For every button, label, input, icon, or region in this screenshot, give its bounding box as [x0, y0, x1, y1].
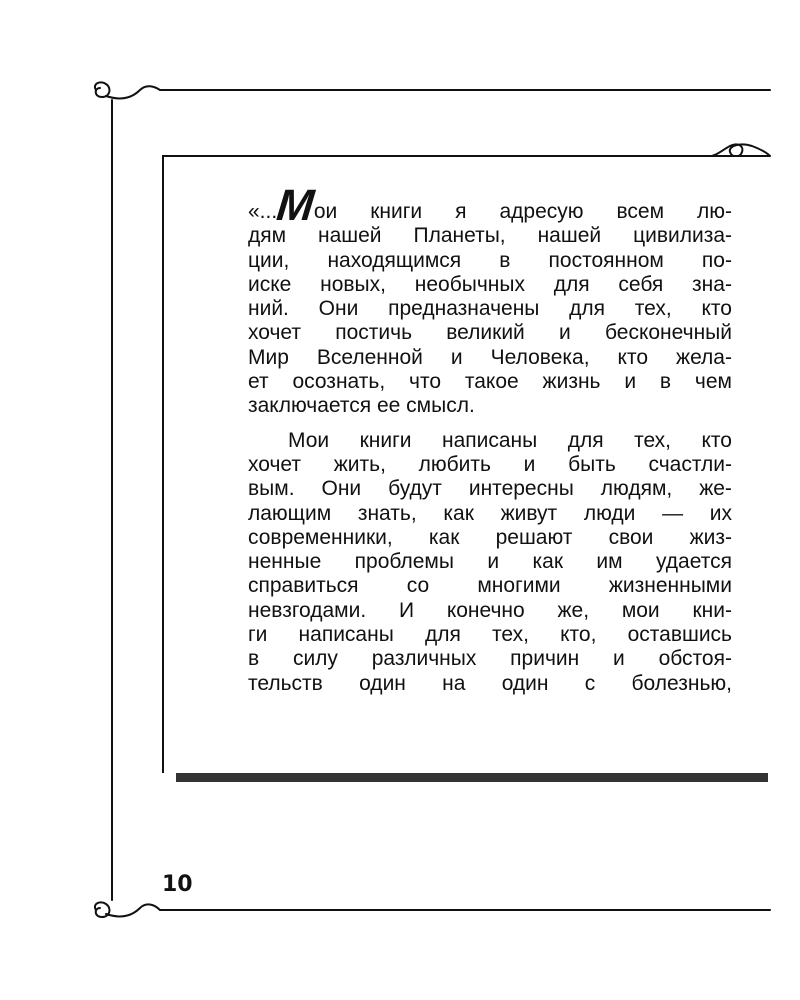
text-line: дям нашей Планеты, нашей цивилиза-: [248, 224, 732, 248]
drop-cap: М: [274, 181, 316, 231]
text-line: хочет жить, любить и быть счастли-: [248, 452, 732, 476]
text-line: современники, как решают свои жиз-: [248, 525, 732, 549]
first-line-word: лю-: [696, 200, 732, 223]
text-line: в силу различных причин и обстоя-: [248, 647, 732, 671]
first-line-word: адресую: [499, 200, 584, 223]
opening-quote: «...: [248, 200, 278, 223]
text-line: ет осознать, что такое жизнь и в чем: [248, 370, 732, 394]
body-text: [248, 181, 732, 696]
first-line-word: всем: [616, 200, 665, 223]
page-number: 10: [162, 872, 193, 897]
first-line: [248, 181, 732, 231]
text-line: ги написаны для тех, кто, оставшись: [248, 623, 732, 647]
text-line: хочет постичь великий и бесконечный: [248, 321, 732, 345]
text-line: ненные проблемы и как им удается: [248, 550, 732, 574]
first-line-word: книги: [370, 200, 423, 223]
text-line: лающим знать, как живут люди — их: [248, 501, 732, 525]
text-line: иске новых, необычных для себя зна-: [248, 272, 732, 296]
first-line-word: я: [455, 200, 467, 223]
text-line: Мои книги написаны для тех, кто: [288, 428, 732, 452]
text-line: справиться со многими жизненными: [248, 574, 732, 598]
text-line: тельств один на один с болезнью,: [248, 671, 732, 695]
curl-ornament-top-left: [95, 82, 110, 97]
text-line: ний. Они предназначены для тех, кто: [248, 297, 732, 321]
text-line: заключается ее смысл.: [248, 394, 475, 418]
paragraph-2: [248, 429, 732, 696]
text-line: ции, находящимся в постоянном по-: [248, 248, 732, 272]
first-word: ои: [313, 200, 338, 223]
text-line: невзгодами. И конечно же, мои кни-: [248, 598, 732, 622]
paragraph-1: [248, 224, 732, 418]
text-line: Мир Вселенной и Человека, кто жела-: [248, 345, 732, 369]
text-line: вым. Они будут интересны людям, же-: [248, 477, 732, 501]
